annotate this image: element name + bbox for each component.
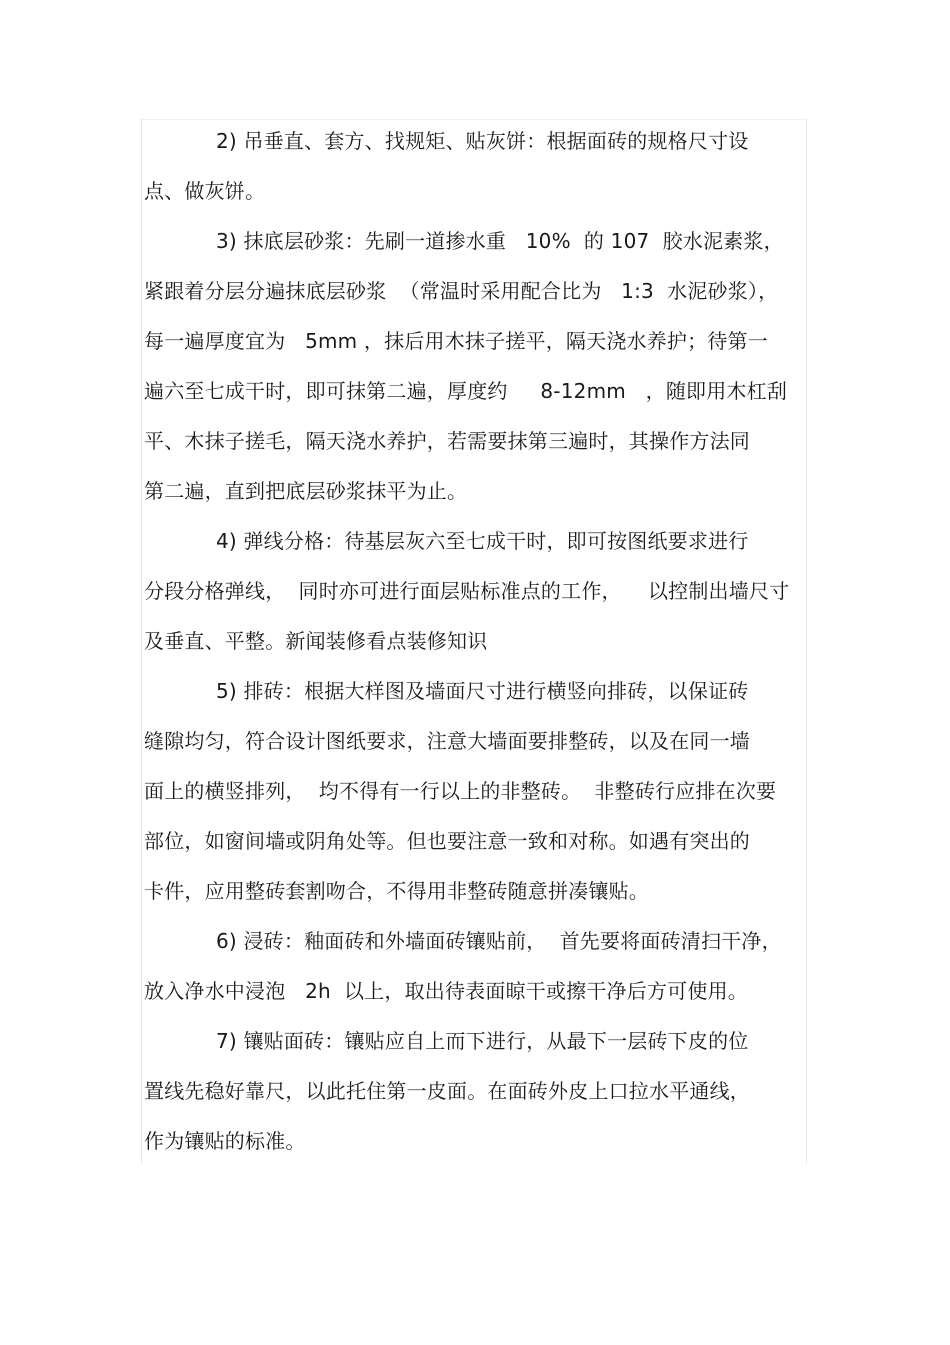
text-line: 5) 排砖：根据大样图及墙面尺寸进行横竖向排砖，以保证砖 — [216, 679, 749, 703]
text-line: 4) 弹线分格：待基层灰六至七成干时，即可按图纸要求进行 — [216, 529, 749, 553]
text-line: 6) 浸砖：釉面砖和外墙面砖镶贴前， 首先要将面砖清扫干净， — [216, 929, 782, 953]
text-line: 面上的横竖排列， 均不得有一行以上的非整砖。 非整砖行应排在次要 — [144, 779, 777, 803]
text-line: 分段分格弹线， 同时亦可进行面层贴标准点的工作， 以控制出墙尺寸 — [144, 579, 790, 603]
text-line: 遍六至七成干时，即可抹第二遍，厚度约 8-12mm ，随即用木杠刮 — [144, 379, 788, 403]
text-line: 置线先稳好靠尺，以此托住第一皮面。在面砖外皮上口拉水平通线， — [144, 1079, 750, 1103]
text-line: 部位，如窗间墙或阴角处等。但也要注意一致和对称。如遇有突出的 — [144, 829, 750, 853]
text-line: 平、木抹子搓毛，隔天浇水养护，若需要抹第三遍时，其操作方法同 — [144, 429, 750, 453]
text-line: 缝隙均匀，符合设计图纸要求，注意大墙面要排整砖，以及在同一墙 — [144, 729, 750, 753]
text-line: 作为镶贴的标准。 — [144, 1129, 306, 1153]
text-line: 7) 镶贴面砖：镶贴应自上而下进行，从最下一层砖下皮的位 — [216, 1029, 749, 1053]
text-line: 及垂直、平整。新闻装修看点装修知识 — [144, 629, 488, 653]
text-line: 第二遍，直到把底层砂浆抹平为止。 — [144, 479, 468, 503]
text-line: 每一遍厚度宜为 5mm ，抹后用木抹子搓平，隔天浇水养护；待第一 — [144, 329, 768, 353]
text-line: 3) 抹底层砂浆：先刷一道掺水重 10% 的 107 胶水泥素浆， — [216, 229, 784, 253]
text-line: 放入净水中浸泡 2h 以上，取出待表面晾干或擦干净后方可使用。 — [144, 979, 748, 1003]
text-line: 点、做灰饼。 — [144, 179, 266, 203]
text-line: 紧跟着分层分遍抹底层砂浆 （常温时采用配合比为 1:3 水泥砂浆）， — [144, 279, 779, 303]
text-line: 2) 吊垂直、套方、找规矩、贴灰饼：根据面砖的规格尺寸设 — [216, 129, 749, 153]
text-line: 卡件，应用整砖套割吻合，不得用非整砖随意拼凑镶贴。 — [144, 879, 649, 903]
